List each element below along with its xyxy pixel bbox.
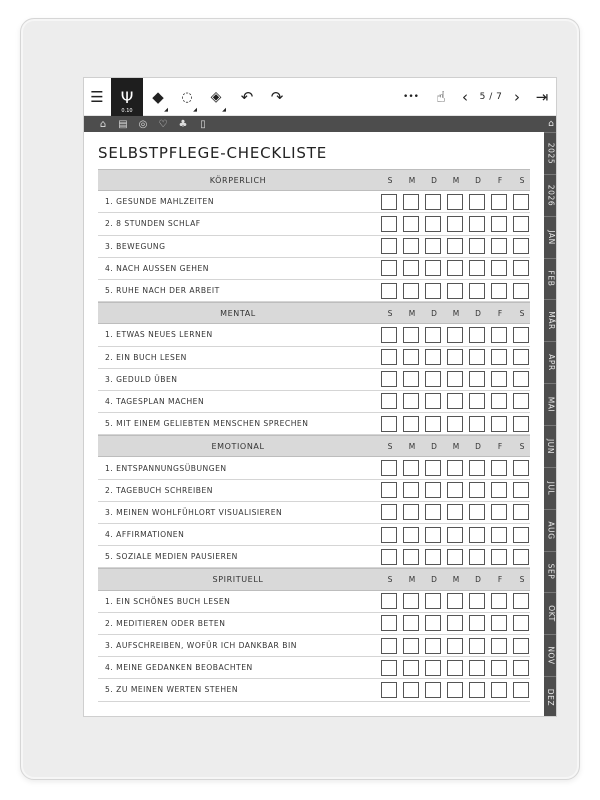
day-checkbox[interactable]	[469, 238, 485, 254]
checkbox-group	[381, 216, 535, 232]
day-checkbox[interactable]	[513, 615, 529, 631]
weekday-labels	[379, 176, 533, 185]
day-checkbox[interactable]	[403, 371, 419, 387]
day-checkbox[interactable]	[469, 504, 485, 520]
side-tab-label: 2026	[546, 184, 556, 207]
day-checkbox[interactable]	[381, 593, 397, 609]
day-checkbox[interactable]	[447, 460, 463, 476]
day-checkbox[interactable]	[381, 349, 397, 365]
day-checkbox[interactable]	[447, 638, 463, 654]
task-row	[98, 546, 530, 568]
day-checkbox[interactable]	[469, 416, 485, 432]
day-checkbox[interactable]	[381, 416, 397, 432]
weekday-labels	[379, 442, 533, 451]
day-checkbox[interactable]	[403, 527, 419, 543]
day-checkbox[interactable]	[403, 549, 419, 565]
day-checkbox[interactable]	[513, 194, 529, 210]
side-tab-label: NOV	[546, 646, 556, 665]
day-checkbox[interactable]	[491, 615, 507, 631]
day-checkbox[interactable]	[469, 549, 485, 565]
task-label: 3. BEWEGUNG	[105, 241, 166, 251]
checkbox-group	[381, 416, 535, 432]
day-checkbox[interactable]	[469, 660, 485, 676]
day-checkbox[interactable]	[447, 194, 463, 210]
checkbox-group	[381, 260, 535, 276]
task-label: 1. ENTSPANNUNGSÜBUNGEN	[105, 463, 227, 473]
day-checkbox[interactable]	[447, 238, 463, 254]
day-checkbox[interactable]	[381, 660, 397, 676]
weekday-label: M	[408, 308, 416, 318]
day-checkbox[interactable]	[447, 660, 463, 676]
day-checkbox[interactable]	[469, 194, 485, 210]
day-checkbox[interactable]	[447, 615, 463, 631]
day-checkbox[interactable]	[447, 371, 463, 387]
day-checkbox[interactable]	[425, 349, 441, 365]
side-tab-label: JUN	[546, 438, 556, 454]
day-checkbox[interactable]	[447, 260, 463, 276]
checklist-table	[98, 169, 530, 702]
checkbox-group	[381, 283, 535, 299]
section-header	[98, 302, 530, 324]
task-label: 4. AFFIRMATIONEN	[105, 530, 185, 540]
checkbox-group	[381, 682, 535, 698]
day-checkbox[interactable]	[469, 482, 485, 498]
task-row	[98, 413, 530, 435]
day-checkbox[interactable]	[403, 416, 419, 432]
day-checkbox[interactable]	[513, 527, 529, 543]
section-header	[98, 435, 530, 457]
task-row	[98, 657, 530, 679]
task-row	[98, 591, 530, 613]
day-checkbox[interactable]	[513, 638, 529, 654]
weekday-label: S	[387, 308, 393, 318]
task-row	[98, 391, 530, 413]
touch-hand-icon[interactable]: ☝	[436, 88, 446, 106]
day-checkbox[interactable]	[447, 416, 463, 432]
day-checkbox[interactable]	[403, 260, 419, 276]
weekday-label: D	[431, 175, 437, 185]
pen-size: 0.10	[121, 108, 133, 114]
day-checkbox[interactable]	[469, 682, 485, 698]
weekday-label: D	[431, 441, 437, 451]
day-checkbox[interactable]	[403, 393, 419, 409]
checkbox-group	[381, 371, 535, 387]
task-row	[98, 191, 530, 213]
weekday-label: S	[387, 574, 393, 584]
checkbox-group	[381, 660, 535, 676]
next-page-button[interactable]: ›	[514, 88, 520, 106]
day-checkbox[interactable]	[381, 482, 397, 498]
side-tab-dez[interactable]	[544, 676, 557, 717]
day-checkbox[interactable]	[513, 482, 529, 498]
task-label: 3. AUFSCHREIBEN, WOFÜR ICH DANKBAR BIN	[105, 641, 297, 651]
task-row	[98, 635, 530, 657]
weekday-label: F	[497, 308, 503, 318]
day-checkbox[interactable]	[513, 660, 529, 676]
day-checkbox[interactable]	[425, 593, 441, 609]
day-checkbox[interactable]	[491, 527, 507, 543]
day-checkbox[interactable]	[403, 638, 419, 654]
checkbox-group	[381, 504, 535, 520]
day-checkbox[interactable]	[513, 371, 529, 387]
task-label: 4. TAGESPLAN MACHEN	[105, 396, 205, 406]
day-checkbox[interactable]	[513, 238, 529, 254]
day-checkbox[interactable]	[491, 482, 507, 498]
prev-page-button[interactable]: ‹	[462, 88, 468, 106]
weekday-label: S	[519, 308, 525, 318]
task-row	[98, 324, 530, 346]
list-menu-icon[interactable]: ☰	[90, 88, 104, 106]
day-checkbox[interactable]	[425, 682, 441, 698]
day-checkbox[interactable]	[425, 416, 441, 432]
plant-icon[interactable]: ♣	[178, 118, 188, 130]
side-tab-2025[interactable]	[544, 132, 557, 174]
day-checkbox[interactable]	[491, 460, 507, 476]
day-checkbox[interactable]	[491, 283, 507, 299]
day-checkbox[interactable]	[381, 371, 397, 387]
day-checkbox[interactable]	[425, 216, 441, 232]
day-checkbox[interactable]	[381, 615, 397, 631]
checkbox-group	[381, 194, 535, 210]
side-tab-mär[interactable]	[544, 299, 557, 341]
weekday-labels	[379, 309, 533, 318]
day-checkbox[interactable]	[403, 283, 419, 299]
weekday-label: F	[497, 574, 503, 584]
task-label: 4. NACH AUSSEN GEHEN	[105, 263, 209, 273]
weekday-label: S	[387, 175, 393, 185]
day-checkbox[interactable]	[447, 283, 463, 299]
home-icon[interactable]: ⌂	[99, 118, 107, 130]
day-checkbox[interactable]	[425, 194, 441, 210]
task-label: 3. GEDULD ÜBEN	[105, 374, 178, 384]
exit-icon[interactable]: ⇥	[535, 88, 549, 106]
day-checkbox[interactable]	[381, 283, 397, 299]
day-checkbox[interactable]	[403, 504, 419, 520]
day-checkbox[interactable]	[491, 416, 507, 432]
day-checkbox[interactable]	[491, 216, 507, 232]
day-checkbox[interactable]	[447, 393, 463, 409]
section-header	[98, 568, 530, 590]
day-checkbox[interactable]	[381, 260, 397, 276]
day-checkbox[interactable]	[469, 460, 485, 476]
page-icon[interactable]: ▯	[200, 118, 206, 130]
side-tab-okt[interactable]	[544, 592, 557, 634]
task-row	[98, 236, 530, 258]
weekday-label: D	[475, 574, 481, 584]
day-checkbox[interactable]	[425, 504, 441, 520]
weekday-label: M	[452, 441, 460, 451]
side-tab-mai[interactable]	[544, 383, 557, 425]
day-checkbox[interactable]	[403, 482, 419, 498]
day-checkbox[interactable]	[403, 349, 419, 365]
day-checkbox[interactable]	[447, 349, 463, 365]
side-tab-apr[interactable]	[544, 341, 557, 383]
day-checkbox[interactable]	[425, 260, 441, 276]
section-title: MENTAL	[220, 308, 256, 318]
task-row	[98, 679, 530, 701]
weekday-label: D	[431, 308, 437, 318]
weekday-label: D	[431, 574, 437, 584]
day-checkbox[interactable]	[403, 682, 419, 698]
day-checkbox[interactable]	[425, 527, 441, 543]
day-checkbox[interactable]	[513, 593, 529, 609]
day-checkbox[interactable]	[469, 349, 485, 365]
day-checkbox[interactable]	[469, 593, 485, 609]
side-tab-label: AUG	[546, 521, 556, 540]
checkbox-group	[381, 460, 535, 476]
weekday-label: M	[452, 175, 460, 185]
day-checkbox[interactable]	[425, 482, 441, 498]
day-checkbox[interactable]	[513, 549, 529, 565]
side-tab-label: 2025	[546, 142, 556, 165]
home-tab-icon[interactable]: ⌂	[548, 119, 554, 129]
task-row	[98, 457, 530, 479]
day-checkbox[interactable]	[469, 260, 485, 276]
task-label: 4. MEINE GEDANKEN BEOBACHTEN	[105, 663, 253, 673]
weekday-label: D	[475, 175, 481, 185]
day-checkbox[interactable]	[425, 327, 441, 343]
checkbox-group	[381, 638, 535, 654]
task-label: 1. GESUNDE MAHLZEITEN	[105, 197, 215, 207]
day-checkbox[interactable]	[491, 327, 507, 343]
day-checkbox[interactable]	[513, 504, 529, 520]
day-checkbox[interactable]	[381, 460, 397, 476]
day-checkbox[interactable]	[381, 527, 397, 543]
weekday-label: M	[408, 175, 416, 185]
task-label: 2. 8 STUNDEN SCHLAF	[105, 219, 201, 229]
side-tab-sep[interactable]	[544, 551, 557, 593]
day-checkbox[interactable]	[513, 327, 529, 343]
task-label: 2. EIN BUCH LESEN	[105, 352, 187, 362]
weekday-label: M	[452, 574, 460, 584]
day-checkbox[interactable]	[425, 371, 441, 387]
day-checkbox[interactable]	[403, 660, 419, 676]
side-tab-aug[interactable]	[544, 509, 557, 551]
day-checkbox[interactable]	[491, 638, 507, 654]
side-tab-label: MAI	[546, 396, 556, 413]
day-checkbox[interactable]	[491, 194, 507, 210]
clipboard-icon[interactable]: ▤	[118, 118, 128, 130]
day-checkbox[interactable]	[425, 283, 441, 299]
target-icon[interactable]: ◎	[138, 118, 148, 130]
day-checkbox[interactable]	[381, 638, 397, 654]
day-checkbox[interactable]	[381, 216, 397, 232]
weekday-label: F	[497, 175, 503, 185]
day-checkbox[interactable]	[425, 615, 441, 631]
day-checkbox[interactable]	[469, 216, 485, 232]
task-row	[98, 502, 530, 524]
checkbox-group	[381, 393, 535, 409]
task-label: 1. EIN SCHÖNES BUCH LESEN	[105, 596, 231, 606]
checkbox-group	[381, 349, 535, 365]
checkbox-group	[381, 238, 535, 254]
page-title: SELBSTPFLEGE-CHECKLISTE	[98, 144, 327, 162]
task-label: 2. TAGEBUCH SCHREIBEN	[105, 485, 213, 495]
side-tab-jan[interactable]	[544, 216, 557, 258]
day-checkbox[interactable]	[381, 327, 397, 343]
side-tab-label: MÄR	[546, 311, 556, 331]
day-checkbox[interactable]	[469, 615, 485, 631]
day-checkbox[interactable]	[447, 549, 463, 565]
day-checkbox[interactable]	[403, 194, 419, 210]
task-label: 2. MEDITIEREN ODER BETEN	[105, 618, 226, 628]
side-tab-label: OKT	[546, 605, 556, 623]
day-checkbox[interactable]	[447, 482, 463, 498]
pen-icon[interactable]: Ψ 0.10	[111, 78, 143, 116]
side-tab-label: FEB	[546, 270, 556, 287]
day-checkbox[interactable]	[381, 393, 397, 409]
day-checkbox[interactable]	[513, 416, 529, 432]
day-checkbox[interactable]	[381, 238, 397, 254]
undo-icon[interactable]: ↶	[240, 88, 254, 106]
task-label: 3. MEINEN WOHLFÜHLORT VISUALISIEREN	[105, 507, 283, 517]
day-checkbox[interactable]	[447, 504, 463, 520]
heart-icon[interactable]: ♡	[158, 118, 168, 130]
shortcut-bar	[84, 116, 557, 132]
day-checkbox[interactable]	[381, 682, 397, 698]
toolbar	[84, 78, 557, 116]
task-row	[98, 258, 530, 280]
side-tab-jun[interactable]	[544, 425, 557, 467]
day-checkbox[interactable]	[469, 638, 485, 654]
weekday-label: F	[497, 441, 503, 451]
day-checkbox[interactable]	[491, 393, 507, 409]
day-checkbox[interactable]	[425, 638, 441, 654]
task-row	[98, 280, 530, 302]
side-tab-feb[interactable]	[544, 258, 557, 300]
task-label: 5. RUHE NACH DER ARBEIT	[105, 286, 220, 296]
task-label: 5. MIT EINEM GELIEBTEN MENSCHEN SPRECHEN	[105, 419, 309, 429]
lasso-icon[interactable]: ◌ ◢	[181, 89, 197, 113]
day-checkbox[interactable]	[491, 593, 507, 609]
day-checkbox[interactable]	[381, 504, 397, 520]
task-row	[98, 524, 530, 546]
day-checkbox[interactable]	[425, 238, 441, 254]
weekday-label: S	[519, 175, 525, 185]
weekday-label: M	[452, 308, 460, 318]
day-checkbox[interactable]	[447, 327, 463, 343]
day-checkbox[interactable]	[403, 593, 419, 609]
task-label: 5. SOZIALE MEDIEN PAUSIEREN	[105, 552, 238, 562]
day-checkbox[interactable]	[491, 260, 507, 276]
page-indicator: 5 / 7	[479, 92, 503, 102]
weekday-label: D	[475, 308, 481, 318]
day-checkbox[interactable]	[469, 283, 485, 299]
checkbox-group	[381, 482, 535, 498]
day-checkbox[interactable]	[447, 593, 463, 609]
checkbox-group	[381, 549, 535, 565]
section-title: EMOTIONAL	[211, 441, 265, 451]
weekday-label: M	[408, 574, 416, 584]
side-tab-label: JUL	[546, 481, 556, 496]
section-title: SPIRITUELL	[212, 574, 264, 584]
task-label: 1. ETWAS NEUES LERNEN	[105, 330, 213, 340]
day-checkbox[interactable]	[403, 238, 419, 254]
task-label: 5. ZU MEINEN WERTEN STEHEN	[105, 685, 239, 695]
weekday-label: D	[475, 441, 481, 451]
day-checkbox[interactable]	[403, 216, 419, 232]
eraser-icon[interactable]: ◆ ◢	[152, 88, 168, 113]
side-tab-label: JAN	[546, 229, 556, 245]
day-checkbox[interactable]	[425, 393, 441, 409]
section-header	[98, 169, 530, 191]
day-checkbox[interactable]	[513, 349, 529, 365]
task-row	[98, 369, 530, 391]
day-checkbox[interactable]	[491, 238, 507, 254]
day-checkbox[interactable]	[513, 460, 529, 476]
day-checkbox[interactable]	[403, 460, 419, 476]
checkbox-group	[381, 527, 535, 543]
day-checkbox[interactable]	[381, 549, 397, 565]
redo-icon[interactable]: ↷	[270, 88, 284, 106]
side-tab-label: SEP	[546, 564, 556, 580]
day-checkbox[interactable]	[425, 660, 441, 676]
day-checkbox[interactable]	[469, 327, 485, 343]
checkbox-group	[381, 615, 535, 631]
day-checkbox[interactable]	[513, 260, 529, 276]
task-row	[98, 480, 530, 502]
weekday-label: S	[387, 441, 393, 451]
task-row	[98, 213, 530, 235]
side-tab-label: DEZ	[546, 688, 556, 707]
weekday-label: S	[519, 574, 525, 584]
section-title: KÖRPERLICH	[209, 175, 267, 185]
day-checkbox[interactable]	[513, 216, 529, 232]
screen	[83, 77, 557, 717]
task-row	[98, 347, 530, 369]
month-tabs	[544, 116, 557, 717]
day-checkbox[interactable]	[469, 527, 485, 543]
checkbox-group	[381, 593, 535, 609]
weekday-label: M	[408, 441, 416, 451]
day-checkbox[interactable]	[469, 393, 485, 409]
task-row	[98, 613, 530, 635]
day-checkbox[interactable]	[425, 460, 441, 476]
day-checkbox[interactable]	[447, 216, 463, 232]
day-checkbox[interactable]	[491, 660, 507, 676]
day-checkbox[interactable]	[491, 682, 507, 698]
day-checkbox[interactable]	[513, 393, 529, 409]
day-checkbox[interactable]	[403, 615, 419, 631]
side-tab-jul[interactable]	[544, 467, 557, 509]
day-checkbox[interactable]	[491, 549, 507, 565]
layers-icon[interactable]: ◈ ◢	[210, 89, 226, 113]
side-tab-nov[interactable]	[544, 634, 557, 676]
side-tab-2026[interactable]	[544, 174, 557, 216]
day-checkbox[interactable]	[447, 682, 463, 698]
day-checkbox[interactable]	[491, 349, 507, 365]
day-checkbox[interactable]	[381, 194, 397, 210]
day-checkbox[interactable]	[447, 527, 463, 543]
side-tab-label: APR	[546, 354, 556, 372]
day-checkbox[interactable]	[491, 371, 507, 387]
day-checkbox[interactable]	[469, 371, 485, 387]
day-checkbox[interactable]	[513, 283, 529, 299]
weekday-labels	[379, 575, 533, 584]
day-checkbox[interactable]	[403, 327, 419, 343]
day-checkbox[interactable]	[491, 504, 507, 520]
more-button[interactable]: •••	[403, 92, 419, 102]
checkbox-group	[381, 327, 535, 343]
weekday-label: S	[519, 441, 525, 451]
day-checkbox[interactable]	[513, 682, 529, 698]
day-checkbox[interactable]	[425, 549, 441, 565]
tablet-frame	[20, 18, 580, 780]
